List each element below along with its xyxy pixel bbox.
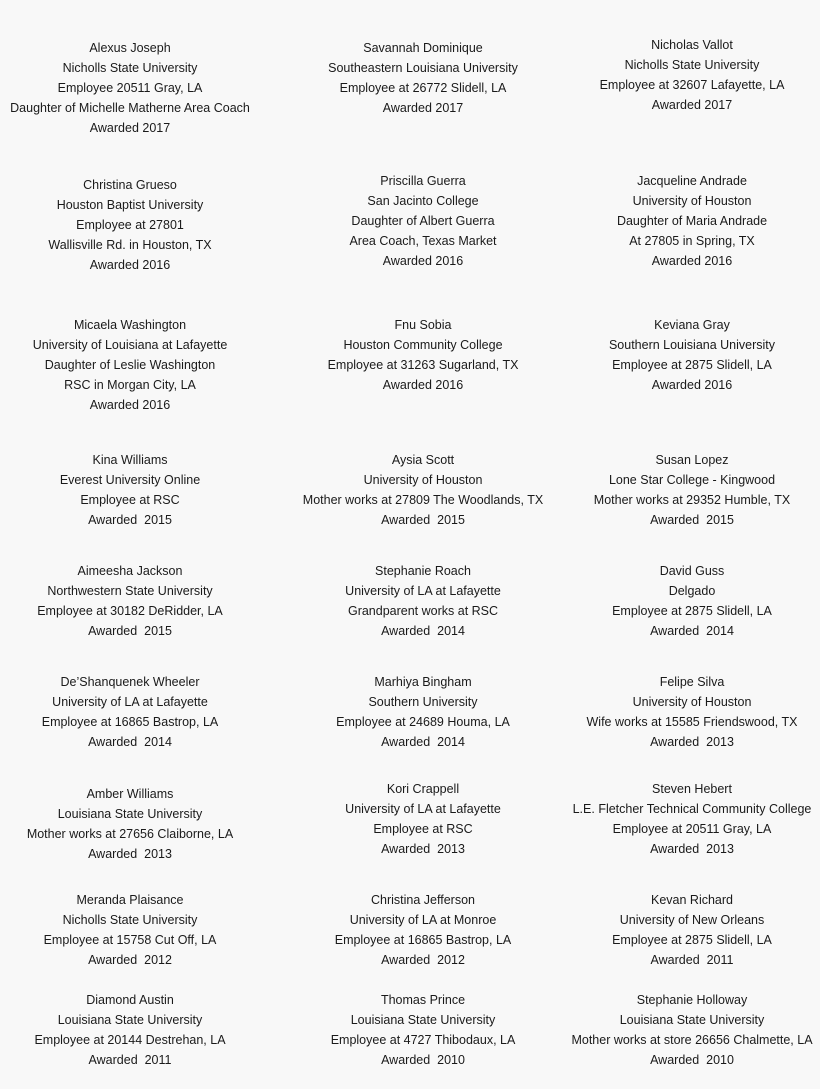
recipient-name: Marhiya Bingham (374, 675, 472, 689)
recipient-detail: University of Louisiana at Lafayette (32, 338, 228, 352)
recipient-detail: Employee at RSC (373, 822, 473, 836)
recipient-entry (0, 38, 275, 138)
recipient-name: Diamond Austin (86, 993, 174, 1007)
recipient-entry (547, 990, 820, 1070)
recipient-entry (547, 779, 820, 859)
recipient-detail: Employee at 31263 Sugarland, TX (327, 358, 519, 372)
recipient-detail: Awarded 2016 (89, 258, 171, 272)
recipient-detail: Employee at 30182 DeRidder, LA (37, 604, 223, 618)
recipient-detail: Employee at 4727 Thibodaux, LA (330, 1033, 516, 1047)
recipient-detail: Employee at 26772 Slidell, LA (339, 81, 507, 95)
recipient-detail: Everest University Online (59, 473, 201, 487)
recipient-detail: Awarded 2015 (88, 624, 172, 638)
recipient-entry (547, 561, 820, 641)
recipient-entry (547, 672, 820, 752)
recipient-detail: Awarded 2016 (89, 398, 171, 412)
recipient-detail: Employee at RSC (80, 493, 180, 507)
recipient-detail: San Jacinto College (367, 194, 479, 208)
recipient-detail: Employee at 2875 Slidell, LA (612, 604, 772, 618)
recipient-name: Stephanie Roach (375, 564, 471, 578)
recipient-detail: Wife works at 15585 Friendswood, TX (586, 715, 798, 729)
recipient-detail: Houston Community College (343, 338, 503, 352)
recipient-detail: Awarded 2016 (651, 254, 733, 268)
recipient-entry (547, 171, 820, 271)
recipient-entry (278, 672, 568, 752)
recipient-detail: Awarded 2013 (650, 735, 734, 749)
recipient-name: Thomas Prince (380, 993, 466, 1007)
recipient-detail: Awarded 2013 (650, 842, 734, 856)
recipient-entry (0, 784, 275, 864)
recipient-entry (0, 315, 275, 415)
recipient-entry (0, 990, 275, 1070)
recipient-detail: Awarded 2013 (88, 847, 172, 861)
recipient-detail: Nicholls State University (62, 61, 198, 75)
recipient-name: Keviana Gray (654, 318, 730, 332)
recipient-detail: Awarded 2016 (382, 254, 464, 268)
recipient-detail: RSC in Morgan City, LA (64, 378, 196, 392)
recipient-entry (547, 890, 820, 970)
recipient-detail: Mother works at 29352 Humble, TX (593, 493, 791, 507)
recipient-name: Alexus Joseph (89, 41, 171, 55)
recipient-entry (278, 450, 568, 530)
recipient-name: Amber Williams (86, 787, 174, 801)
recipient-entry (547, 450, 820, 530)
recipient-detail: Employee at 16865 Bastrop, LA (334, 933, 512, 947)
recipient-detail: Employee at 20144 Destrehan, LA (34, 1033, 226, 1047)
recipient-detail: Awarded 2017 (382, 101, 464, 115)
recipient-detail: University of LA at Lafayette (52, 695, 208, 709)
recipient-detail: University of Houston (632, 695, 752, 709)
recipient-name: De’Shanquenek Wheeler (60, 675, 200, 689)
recipient-detail: Southern University (368, 695, 478, 709)
recipient-detail: University of LA at Monroe (349, 913, 497, 927)
recipient-detail: Awarded 2014 (88, 735, 172, 749)
recipient-name: Savannah Dominique (363, 41, 483, 55)
recipient-detail: University of Houston (363, 473, 483, 487)
recipient-entry (278, 561, 568, 641)
recipient-name: Steven Hebert (652, 782, 732, 796)
recipient-detail: Awarded 2011 (88, 1053, 172, 1067)
recipient-name: Susan Lopez (655, 453, 729, 467)
recipient-detail: Louisiana State University (57, 1013, 203, 1027)
recipient-name: Kori Crappell (386, 782, 460, 796)
recipient-detail: Area Coach, Texas Market (349, 234, 497, 248)
recipient-entry (0, 672, 275, 752)
recipient-name: Nicholas Vallot (651, 38, 733, 52)
recipient-detail: Awarded 2013 (381, 842, 465, 856)
recipient-detail: Southern Louisiana University (608, 338, 776, 352)
recipient-detail: Employee at 20511 Gray, LA (612, 822, 772, 836)
recipient-name: Jacqueline Andrade (637, 174, 747, 188)
recipient-entry (0, 561, 275, 641)
recipient-detail: Daughter of Albert Guerra (351, 214, 495, 228)
recipient-detail: Grandparent works at RSC (347, 604, 499, 618)
recipient-detail: Employee at 27801 (76, 218, 184, 232)
recipient-detail: Employee at 2875 Slidell, LA (612, 933, 772, 947)
recipient-detail: Lone Star College - Kingwood (608, 473, 776, 487)
recipient-detail: University of New Orleans (619, 913, 765, 927)
recipient-name: Felipe Silva (659, 675, 725, 689)
recipient-detail: Louisiana State University (350, 1013, 496, 1027)
recipient-detail: Louisiana State University (619, 1013, 765, 1027)
recipient-detail: Awarded 2017 (89, 121, 171, 135)
recipient-name: Aysia Scott (391, 453, 455, 467)
recipient-entry (0, 175, 275, 275)
recipient-detail: Awarded 2015 (88, 513, 172, 527)
recipient-detail: Nicholls State University (62, 913, 198, 927)
recipient-detail: Employee at 2875 Slidell, LA (612, 358, 772, 372)
recipient-detail: Mother works at 27809 The Woodlands, TX (302, 493, 544, 507)
recipient-detail: Awarded 2015 (381, 513, 465, 527)
recipient-detail: Mother works at store 26656 Chalmette, LA (571, 1033, 813, 1047)
recipient-name: Aimeesha Jackson (77, 564, 183, 578)
recipient-detail: Daughter of Leslie Washington (44, 358, 216, 372)
recipient-detail: Awarded 2016 (651, 378, 733, 392)
recipient-detail: Awarded 2014 (650, 624, 734, 638)
recipient-entry (547, 35, 820, 115)
recipient-detail: Houston Baptist University (56, 198, 204, 212)
recipient-entry (278, 171, 568, 271)
recipient-detail: Nicholls State University (624, 58, 760, 72)
recipient-detail: Awarded 2015 (650, 513, 734, 527)
recipient-detail: University of LA at Lafayette (345, 584, 501, 598)
recipient-name: Christina Jefferson (371, 893, 475, 907)
recipient-name: Fnu Sobia (394, 318, 452, 332)
recipient-detail: Daughter of Maria Andrade (616, 214, 768, 228)
recipient-name: Stephanie Holloway (636, 993, 748, 1007)
recipient-entry (278, 315, 568, 395)
recipient-name: Micaela Washington (73, 318, 187, 332)
recipient-entry (0, 450, 275, 530)
recipient-detail: L.E. Fletcher Technical Community College (572, 802, 812, 816)
recipient-entry (0, 890, 275, 970)
recipient-name: David Guss (659, 564, 725, 578)
recipient-detail: Northwestern State University (47, 584, 213, 598)
recipient-name: Meranda Plaisance (76, 893, 184, 907)
recipient-entry (278, 890, 568, 970)
recipient-entry (278, 38, 568, 118)
recipient-name: Christina Grueso (83, 178, 177, 192)
recipient-detail: Awarded 2017 (651, 98, 733, 112)
recipient-detail: Employee at 24689 Houma, LA (336, 715, 510, 729)
recipient-detail: Employee at 16865 Bastrop, LA (41, 715, 219, 729)
recipient-detail: Awarded 2012 (88, 953, 172, 967)
recipient-entry (278, 990, 568, 1070)
recipient-detail: Awarded 2010 (650, 1053, 734, 1067)
recipient-detail: Mother works at 27656 Claiborne, LA (26, 827, 234, 841)
recipient-detail: University of Houston (632, 194, 752, 208)
recipient-detail: Awarded 2014 (381, 735, 465, 749)
recipient-detail: Awarded 2012 (381, 953, 465, 967)
recipient-detail: Employee 20511 Gray, LA (57, 81, 203, 95)
recipient-detail: Louisiana State University (57, 807, 203, 821)
recipient-detail: Southeastern Louisiana University (328, 61, 518, 75)
recipient-name: Kina Williams (92, 453, 168, 467)
recipient-detail: University of LA at Lafayette (345, 802, 501, 816)
recipient-detail: Wallisville Rd. in Houston, TX (48, 238, 212, 252)
recipient-detail: Delgado (668, 584, 716, 598)
recipient-name: Priscilla Guerra (380, 174, 466, 188)
recipient-entry (547, 315, 820, 395)
recipient-detail: Daughter of Michelle Matherne Area Coach (10, 101, 250, 115)
recipient-entry (278, 779, 568, 859)
recipient-detail: Awarded 2010 (381, 1053, 465, 1067)
recipient-name: Kevan Richard (651, 893, 733, 907)
recipient-detail: Awarded 2014 (381, 624, 465, 638)
recipient-detail: Awarded 2016 (382, 378, 464, 392)
recipient-detail: Awarded 2011 (650, 953, 734, 967)
recipient-detail: Employee at 15758 Cut Off, LA (43, 933, 217, 947)
recipient-detail: At 27805 in Spring, TX (629, 234, 755, 248)
recipient-detail: Employee at 32607 Lafayette, LA (599, 78, 785, 92)
